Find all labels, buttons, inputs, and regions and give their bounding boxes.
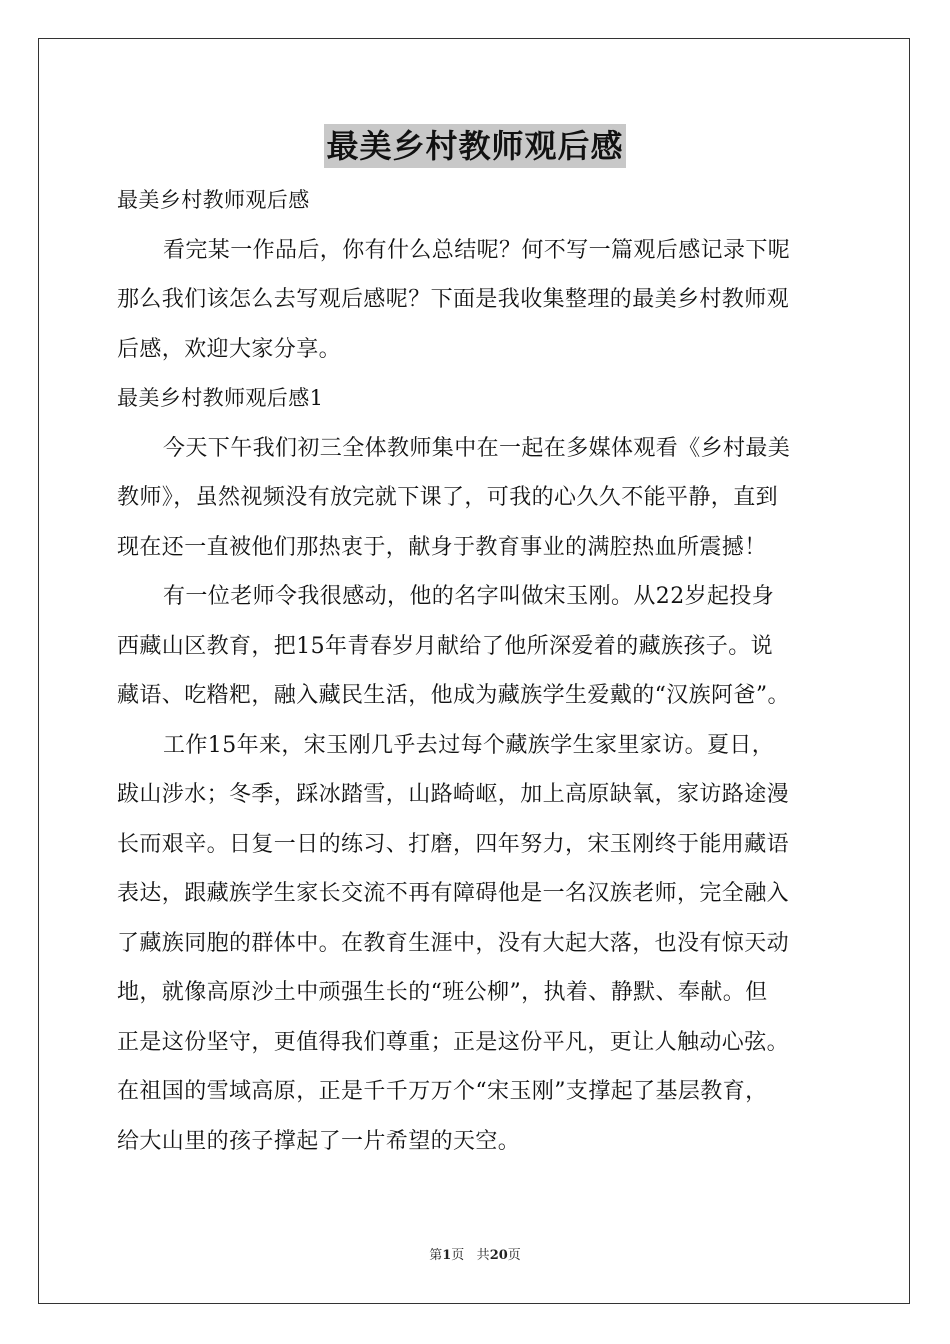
paragraph-line: 工作15年来，宋玉刚几乎去过每个藏族学生家里家访。夏日， bbox=[163, 732, 775, 758]
subtitle: 最美乡村教师观后感 bbox=[117, 188, 310, 212]
section-heading: 最美乡村教师观后感1 bbox=[117, 386, 324, 410]
intro-line: 那么我们该怎么去写观后感呢？下面是我收集整理的最美乡村教师观 bbox=[117, 287, 790, 312]
paragraph-line: 有一位老师令我很感动，他的名字叫做宋玉刚。从22岁起投身 bbox=[163, 584, 775, 609]
page-footer bbox=[0, 1247, 950, 1265]
paragraph-line: 地，就像高原沙土中顽强生长的“班公柳”，执着、静默、奉献。但 bbox=[117, 980, 768, 1005]
document-body bbox=[117, 176, 837, 1166]
paragraph-line: 西藏山区教育，把15年青春岁月献给了他所深爱着的藏族孩子。说 bbox=[117, 633, 773, 659]
paragraph-line: 跋山涉水；冬季，踩冰踏雪，山路崎岖，加上高原缺氧，家访路途漫 bbox=[117, 782, 790, 807]
current-page-number: 1 bbox=[442, 1248, 452, 1263]
total-page-count: 20 bbox=[489, 1248, 508, 1263]
intro-line: 后感，欢迎大家分享。 bbox=[117, 336, 342, 362]
paragraph-line: 教师》，虽然视频没有放完就下课了，可我的心久久不能平静，直到 bbox=[117, 485, 779, 510]
paragraph-line: 藏语、吃糌粑，融入藏民生活，他成为藏族学生爱戴的“汉族阿爸”。 bbox=[117, 683, 790, 708]
paragraph-line: 正是这份坚守，更值得我们尊重；正是这份平凡，更让人触动心弦。 bbox=[117, 1029, 790, 1055]
paragraph-line: 今天下午我们初三全体教师集中在一起在多媒体观看《乡村最美 bbox=[163, 435, 791, 461]
title-container bbox=[0, 124, 950, 168]
paragraph-line: 现在还一直被他们那热衷于，献身于教育事业的满腔热血所震撼！ bbox=[117, 534, 767, 560]
paragraph-line: 在祖国的雪域高原，正是千千万万个“宋玉刚”支撑起了基层教育， bbox=[117, 1079, 768, 1104]
intro-line: 看完某一作品后，你有什么总结呢？何不写一篇观后感记录下呢 bbox=[163, 237, 791, 263]
total-prefix: 共 bbox=[476, 1248, 490, 1263]
paragraph-line: 给大山里的孩子撑起了一片希望的天空。 bbox=[117, 1128, 521, 1154]
paragraph-line: 长而艰辛。日复一日的练习、打磨，四年努力，宋玉刚终于能用藏语 bbox=[117, 831, 790, 857]
total-suffix: 页 bbox=[507, 1248, 521, 1263]
paragraph-line: 了藏族同胞的群体中。在教育生涯中，没有大起大落，也没有惊天动 bbox=[117, 930, 790, 956]
document-title: 最美乡村教师观后感 bbox=[324, 124, 625, 168]
page-prefix: 第 bbox=[429, 1248, 443, 1263]
paragraph-line: 表达，跟藏族学生家长交流不再有障碍他是一名汉族老师，完全融入 bbox=[117, 881, 790, 906]
page-suffix: 页 bbox=[451, 1248, 465, 1263]
